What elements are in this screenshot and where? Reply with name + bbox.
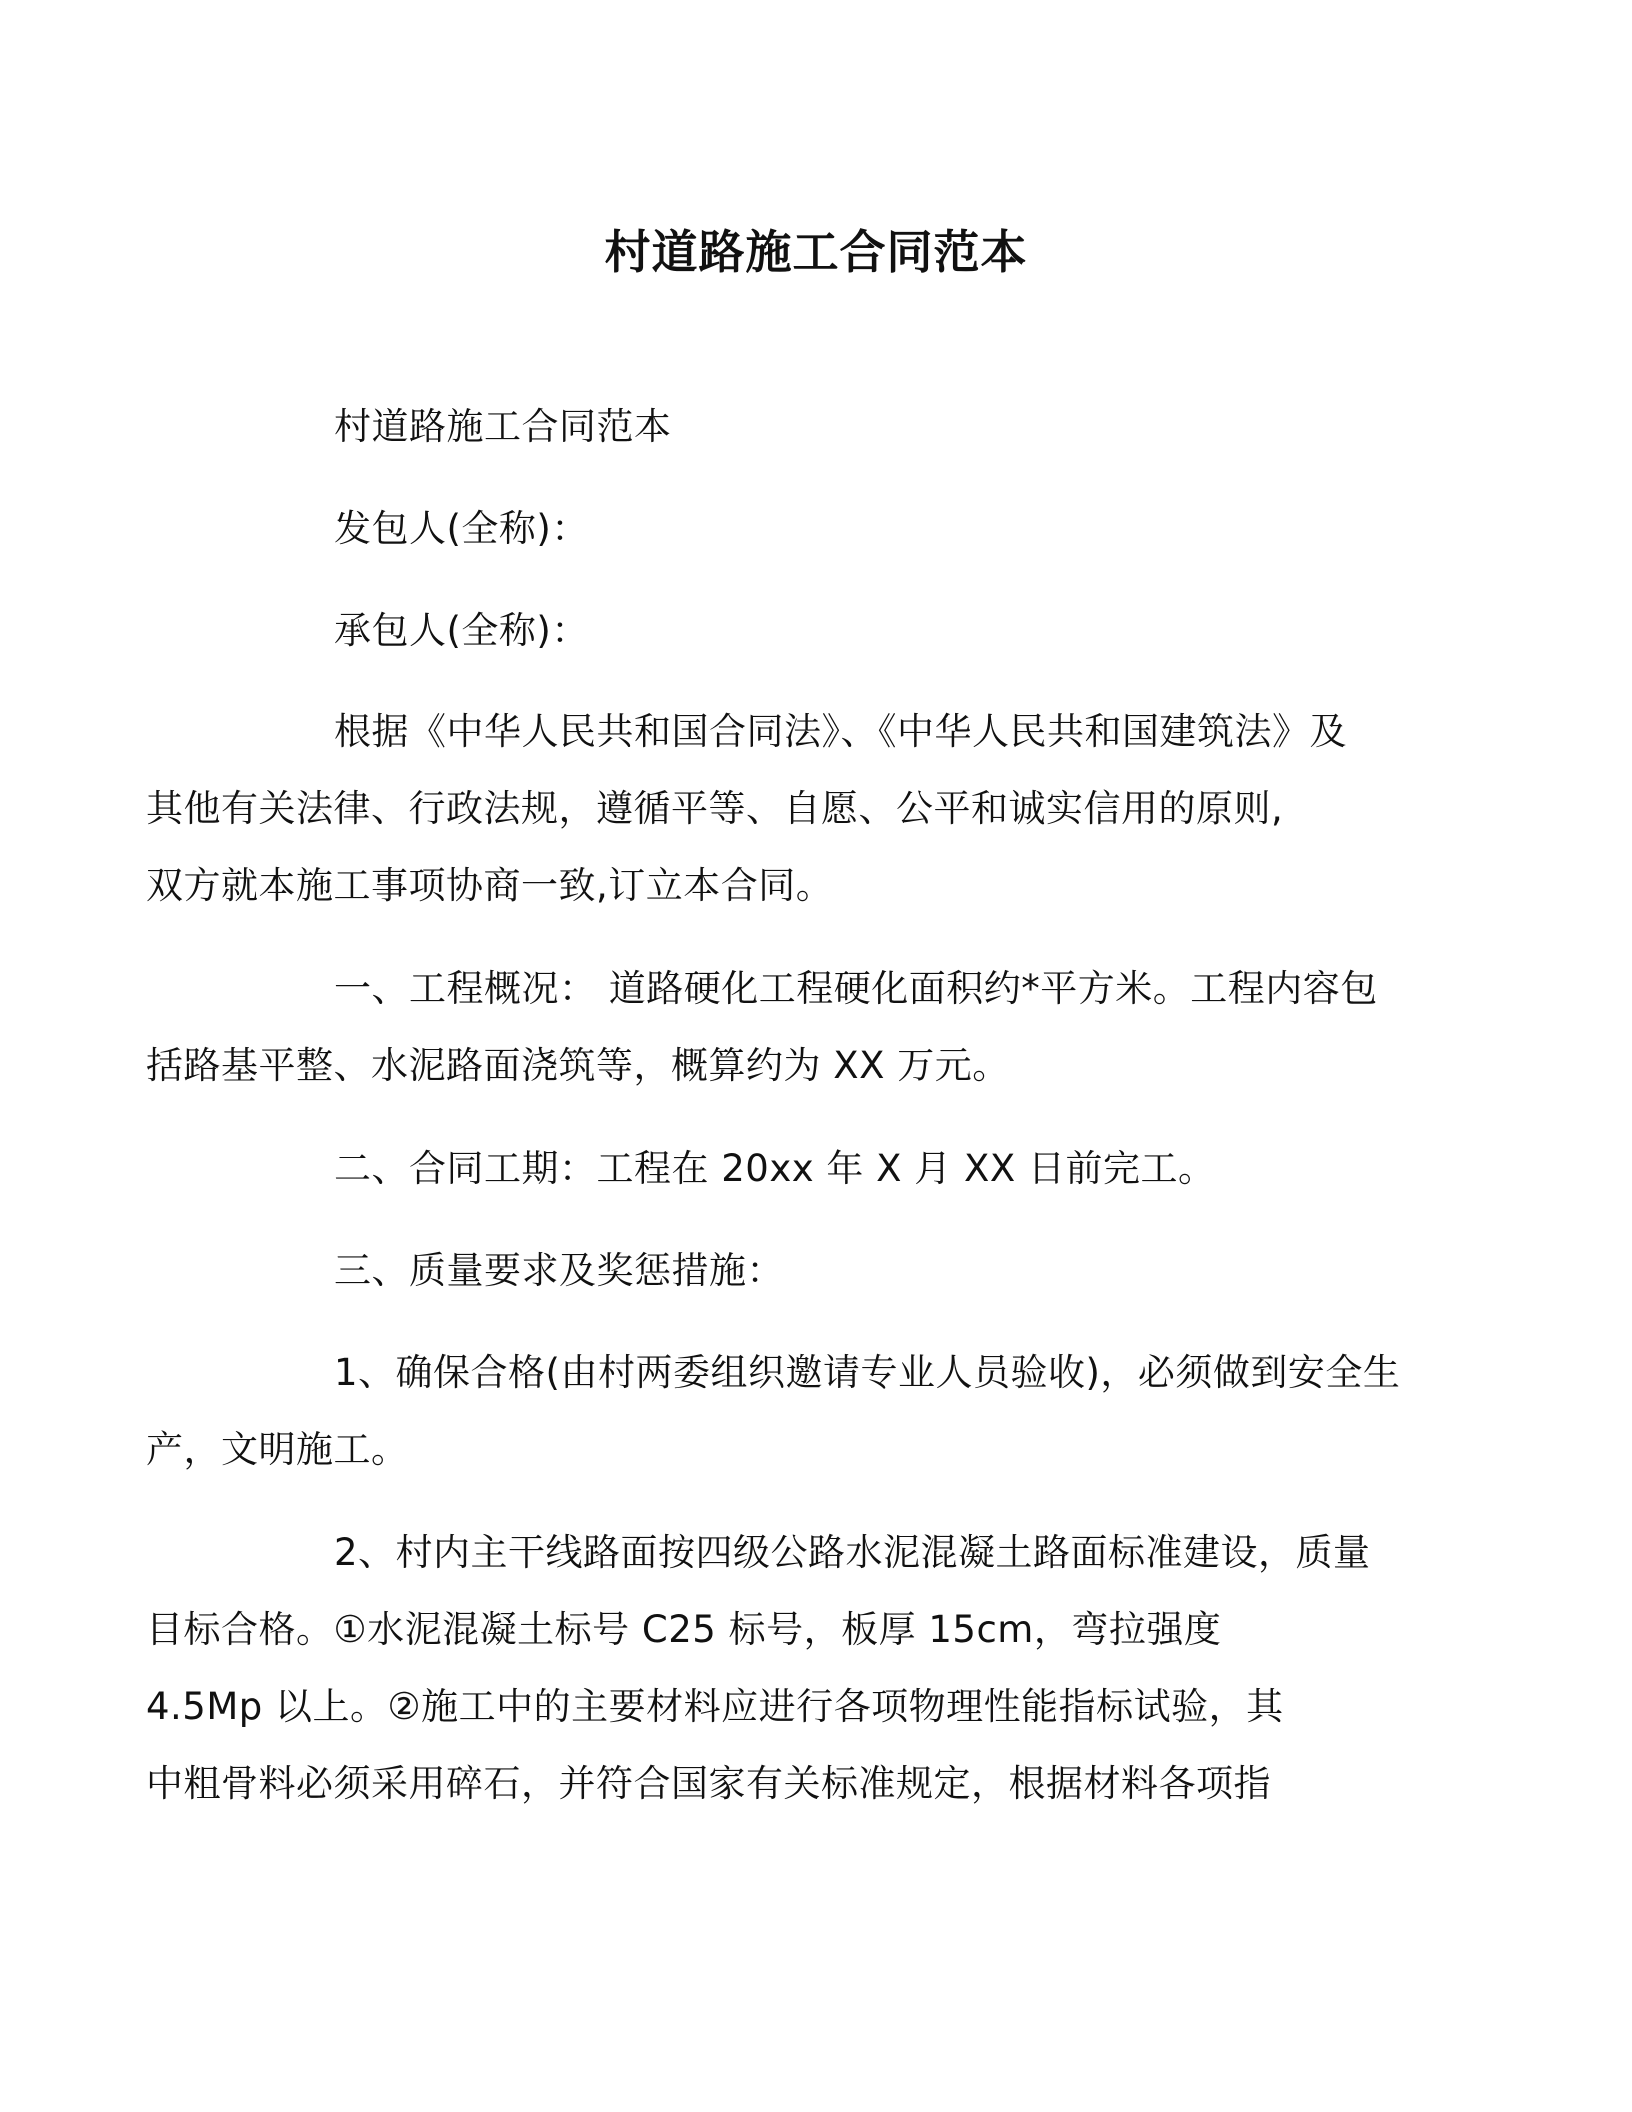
paragraph-quality-heading: [240, 1232, 1390, 1309]
paragraph-line: 双方就本施工事项协商一致,订立本合同。: [146, 864, 834, 907]
paragraph-contractor: [240, 592, 1390, 669]
paragraph-line: 一、工程概况： 道路硬化工程硬化面积约*平方米。工程内容包: [334, 967, 1378, 1010]
page-title: 村道路施工合同范本: [604, 225, 1028, 279]
paragraph-line: 中粗骨料必须采用碎石，并符合国家有关标准规定，根据材料各项指: [146, 1762, 1271, 1805]
paragraph-line: 产，文明施工。: [146, 1428, 409, 1471]
paragraph-line: 村道路施工合同范本: [334, 405, 672, 448]
paragraph-line: 发包人(全称)：: [334, 507, 589, 550]
paragraph-line: 2、村内主干线路面按四级公路水泥混凝土路面标准建设，质量: [334, 1531, 1371, 1574]
paragraph-employer: [240, 490, 1390, 567]
paragraph-subtitle: [240, 388, 1390, 465]
paragraph-line: 根据《中华人民共和国合同法》、《中华人民共和国建筑法》及: [334, 710, 1347, 753]
paragraph-project-overview: [146, 950, 1390, 1104]
paragraph-line: 括路基平整、水泥路面浇筑等，概算约为 XX 万元。: [146, 1044, 1010, 1087]
paragraph-line: 4.5Mp 以上。②施工中的主要材料应进行各项物理性能指标试验，其: [146, 1685, 1284, 1728]
paragraph-quality-item-2: [146, 1514, 1390, 1822]
paragraph-line: 承包人(全称)：: [334, 609, 589, 652]
paragraph-preamble: [146, 693, 1390, 924]
paragraph-line: 其他有关法律、行政法规，遵循平等、自愿、公平和诚实信用的原则,: [146, 787, 1284, 830]
paragraph-line: 三、质量要求及奖惩措施：: [334, 1249, 784, 1292]
paragraph-line: 二、合同工期：工程在 20xx 年 X 月 XX 日前完工。: [334, 1147, 1216, 1190]
paragraph-line: 目标合格。①水泥混凝土标号 C25 标号，板厚 15cm，弯拉强度: [146, 1608, 1222, 1651]
paragraph-line: 1、确保合格(由村两委组织邀请专业人员验收)，必须做到安全生: [334, 1351, 1401, 1394]
paragraph-quality-item-1: [146, 1334, 1401, 1488]
paragraph-contract-period: [240, 1130, 1390, 1207]
